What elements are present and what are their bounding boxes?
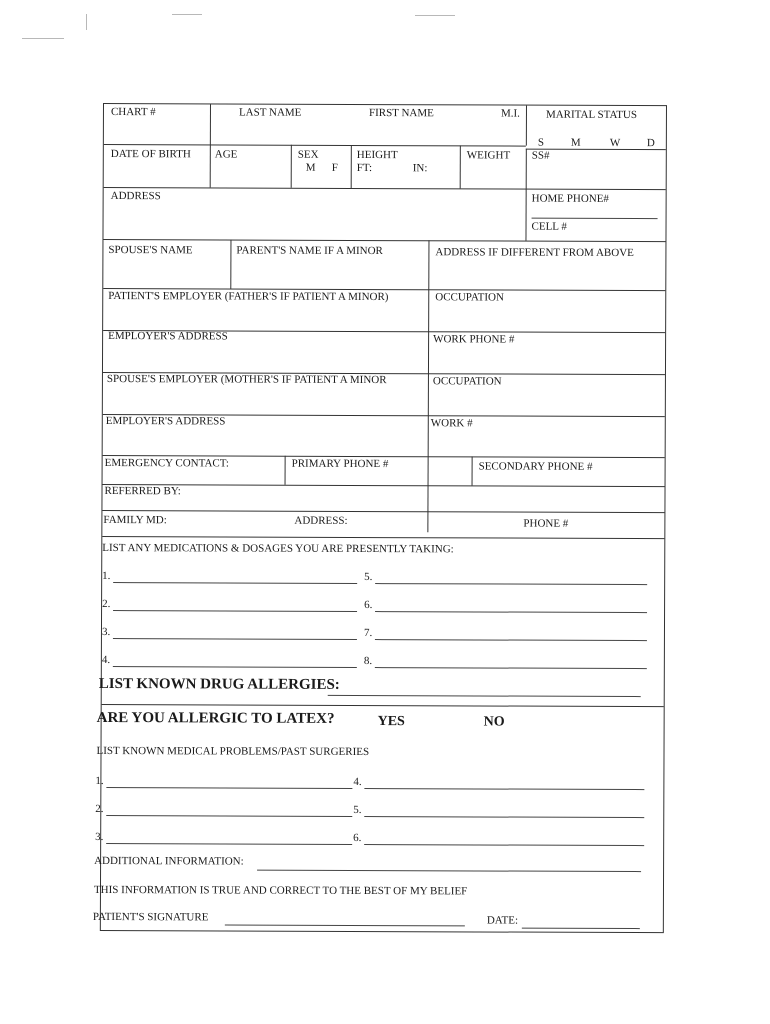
- employer-address-label: EMPLOYER'S ADDRESS: [108, 330, 228, 343]
- item-number: 3.: [95, 830, 104, 844]
- divider: [427, 240, 429, 532]
- spouse-employer-address-label: EMPLOYER'S ADDRESS: [105, 415, 226, 428]
- scan-artifact: [172, 14, 202, 15]
- patient-signature-line[interactable]: [225, 924, 465, 926]
- divider: [472, 456, 473, 485]
- divider: [351, 145, 352, 188]
- divider: [525, 189, 526, 241]
- entry-line[interactable]: [375, 639, 647, 641]
- family-md-label: FAMILY MD:: [103, 514, 167, 527]
- divider: [104, 187, 666, 190]
- marital-option-w[interactable]: W: [609, 136, 621, 149]
- entry-line[interactable]: [106, 815, 352, 817]
- sex-option-f[interactable]: F: [331, 161, 338, 174]
- item-number: 4.: [101, 653, 111, 667]
- age-label: AGE: [214, 148, 238, 161]
- item-number: 3.: [101, 626, 111, 639]
- marital-status-label: MARITAL STATUS: [545, 108, 638, 122]
- additional-information-label: ADDITIONAL INFORMATION:: [94, 854, 244, 868]
- additional-information-line[interactable]: [257, 870, 641, 872]
- drug-allergies-line[interactable]: [328, 695, 641, 697]
- item-number: 2.: [95, 802, 104, 816]
- divider: [230, 239, 231, 288]
- medications-list: [104, 104, 666, 106]
- entry-line[interactable]: [375, 583, 647, 585]
- scan-artifact: [415, 15, 455, 16]
- divider: [102, 704, 664, 707]
- divider: [103, 484, 665, 487]
- entry-line[interactable]: [113, 666, 357, 668]
- home-phone-line[interactable]: [532, 218, 658, 219]
- marital-option-d[interactable]: D: [646, 137, 655, 150]
- entry-line[interactable]: [364, 788, 644, 790]
- secondary-phone-label: SECONDARY PHONE #: [478, 460, 593, 473]
- work-number-label: WORK #: [430, 417, 473, 430]
- entry-line[interactable]: [113, 638, 357, 640]
- family-md-address-label: ADDRESS:: [294, 514, 348, 527]
- medications-heading: LIST ANY MEDICATIONS & DOSAGES YOU ARE PRESENTLY TAKING:: [102, 542, 454, 556]
- marital-option-s[interactable]: S: [537, 136, 544, 149]
- divider: [102, 536, 664, 539]
- last-name-label: LAST NAME: [238, 106, 302, 119]
- item-number: 8.: [363, 655, 373, 668]
- item-number: 6.: [353, 831, 362, 844]
- drug-allergies-label: LIST KNOWN DRUG ALLERGIES:: [98, 675, 340, 693]
- divider: [104, 144, 526, 147]
- referred-by-label: REFERRED BY:: [104, 485, 181, 498]
- date-of-birth-label: DATE OF BIRTH: [110, 148, 191, 161]
- item-number: 5.: [353, 803, 362, 816]
- scan-artifact: [86, 14, 87, 30]
- date-line[interactable]: [522, 928, 640, 929]
- entry-line[interactable]: [106, 843, 352, 845]
- latex-yes-option[interactable]: YES: [377, 714, 405, 730]
- address-label: ADDRESS: [110, 190, 161, 203]
- item-number: 1.: [95, 774, 104, 788]
- marital-option-m[interactable]: M: [570, 136, 581, 149]
- item-number: 4.: [353, 775, 362, 788]
- ss-number-label: SS#: [531, 149, 550, 162]
- sex-option-m[interactable]: M: [305, 161, 316, 174]
- chart-number-label: CHART #: [110, 106, 156, 119]
- patient-employer-label: PATIENT'S EMPLOYER (FATHER'S IF PATIENT A MINOR): [108, 290, 389, 304]
- scan-artifact: [22, 38, 64, 39]
- divider: [102, 510, 664, 513]
- item-number: 1.: [102, 570, 111, 583]
- entry-line[interactable]: [113, 582, 357, 584]
- middle-initial-label: M.I.: [500, 107, 520, 120]
- patient-signature-label: PATIENT'S SIGNATURE: [92, 910, 209, 924]
- entry-line[interactable]: [364, 816, 644, 818]
- attestation-text: THIS INFORMATION IS TRUE AND CORRECT TO THE BEST OF MY BELIEF: [93, 883, 468, 898]
- entry-line[interactable]: [113, 610, 357, 612]
- height-ft-label: FT:: [356, 161, 373, 175]
- entry-line[interactable]: [375, 667, 647, 669]
- divider: [526, 149, 527, 189]
- patient-intake-form: [92, 103, 667, 933]
- address-if-different-label: ADDRESS IF DIFFERENT FROM ABOVE: [435, 246, 634, 260]
- divider: [460, 145, 461, 188]
- entry-line[interactable]: [364, 844, 644, 846]
- item-number: 7.: [363, 627, 373, 640]
- cell-phone-label: CELL #: [531, 220, 567, 233]
- divider: [285, 456, 286, 485]
- parent-name-label: PARENT'S NAME IF A MINOR: [236, 244, 383, 258]
- divider: [291, 145, 292, 188]
- height-label: HEIGHT: [356, 148, 398, 162]
- work-phone-label: WORK PHONE #: [433, 333, 515, 346]
- latex-question: ARE YOU ALLERGIC TO LATEX?: [96, 709, 335, 727]
- item-number: 2.: [102, 598, 111, 611]
- primary-phone-label: PRIMARY PHONE #: [291, 457, 389, 471]
- item-number: 6.: [364, 599, 373, 612]
- latex-no-option[interactable]: NO: [483, 714, 505, 730]
- entry-line[interactable]: [375, 611, 647, 613]
- divider: [526, 106, 527, 146]
- item-number: 5.: [364, 571, 373, 584]
- medical-problems-list: [104, 104, 666, 106]
- occupation-label: OCCUPATION: [435, 291, 504, 304]
- medical-problems-heading: LIST KNOWN MEDICAL PROBLEMS/PAST SURGERIES: [96, 744, 370, 759]
- spouse-name-label: SPOUSE'S NAME: [108, 244, 193, 257]
- height-in-label: IN:: [412, 162, 428, 175]
- divider: [103, 239, 665, 242]
- entry-line[interactable]: [106, 787, 352, 789]
- divider: [210, 104, 211, 187]
- spouse-occupation-label: OCCUPATION: [432, 375, 502, 388]
- spouse-employer-label: SPOUSE'S EMPLOYER (MOTHER'S IF PATIENT A MINOR: [106, 373, 387, 387]
- home-phone-label: HOME PHONE#: [531, 192, 609, 205]
- weight-label: WEIGHT: [466, 149, 511, 162]
- first-name-label: FIRST NAME: [368, 107, 434, 120]
- sex-label: SEX: [297, 148, 319, 161]
- emergency-contact-label: EMERGENCY CONTACT:: [104, 457, 229, 470]
- date-label: DATE:: [486, 914, 519, 927]
- family-md-phone-label: PHONE #: [523, 517, 569, 530]
